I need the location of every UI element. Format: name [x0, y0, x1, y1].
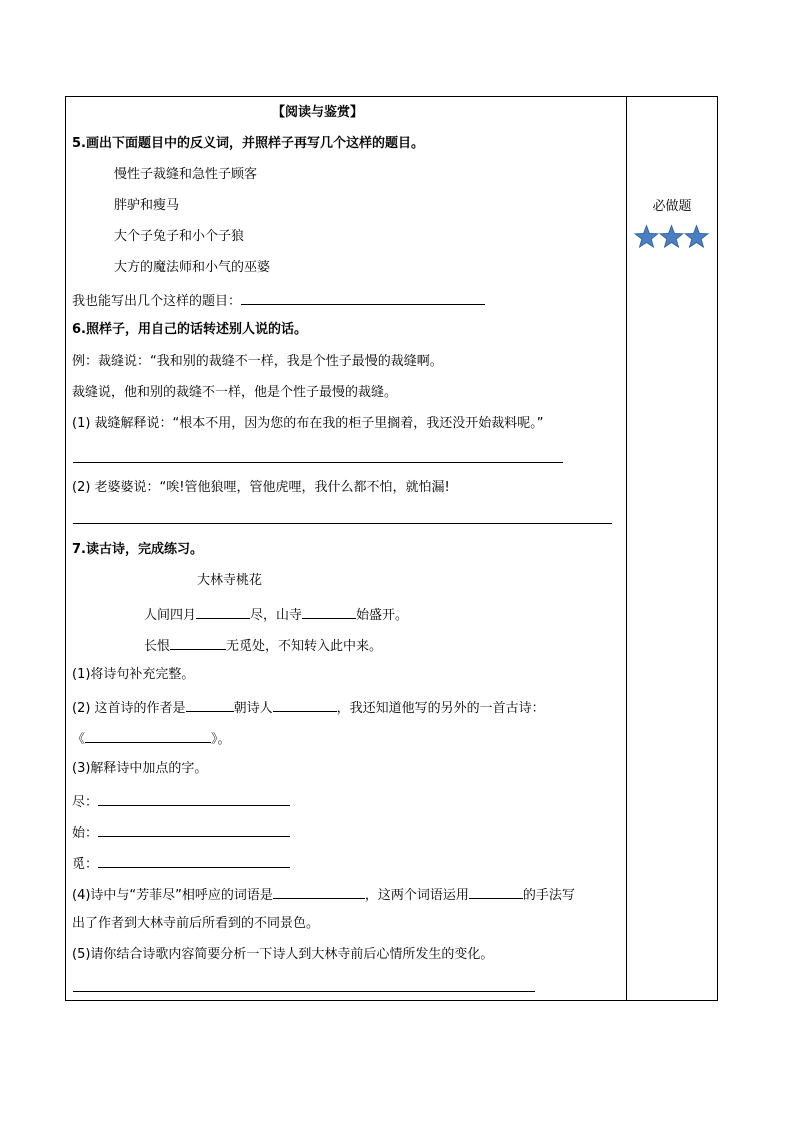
poet-blank[interactable]: [273, 698, 337, 712]
q7-sub2-text: 》。: [211, 732, 231, 747]
question-5-title: 5.画出下面题目中的反义词，并照样子再写几个这样的题目。: [72, 136, 424, 151]
section-title: 【阅读与鉴赏】: [272, 105, 364, 120]
other-poem-blank[interactable]: [85, 729, 211, 743]
column-divider: [626, 96, 627, 1001]
word-label: 尽：: [72, 795, 99, 810]
q7-sub2-line2: [72, 729, 231, 748]
q6-example: 例：裁缝说：“我和别的裁缝不一样，我是个性子最慢的裁缝啊。: [72, 354, 443, 369]
question-6-title: 6.照样子，用自己的话转述别人说的话。: [72, 322, 307, 337]
poem-line-1: [144, 605, 408, 624]
q7-sub4: [72, 885, 575, 904]
word-entry: [72, 823, 290, 842]
phrase-blank[interactable]: [273, 885, 365, 899]
q7-sub4-text: ，这两个词语运用: [364, 888, 469, 903]
required-label: 必做题: [652, 199, 692, 214]
q7-sub1: (1)将诗句补充完整。: [72, 667, 195, 682]
word-answer-blank[interactable]: [98, 792, 290, 806]
difficulty-stars: [634, 224, 709, 250]
word-entry: [72, 854, 290, 873]
q5-item: 大个子兔子和小个子狼: [114, 229, 245, 244]
q7-sub2-text: 《: [72, 732, 86, 747]
poem-blank[interactable]: [302, 605, 356, 619]
q5-item: 慢性子裁缝和急性子顾客: [114, 167, 258, 182]
q7-sub5-answer-line[interactable]: [73, 991, 535, 992]
word-answer-blank[interactable]: [98, 854, 290, 868]
q7-sub2-text: 朝诗人: [233, 701, 273, 716]
word-entry: [72, 792, 290, 811]
q6-sub1: (1) 裁缝解释说：“根本不用，因为您的布在我的柜子里搁着，我还没开始裁料呢。”: [72, 416, 544, 431]
q7-sub2-text: ，我还知道他写的另外的一首古诗：: [336, 701, 545, 716]
q7-sub3: (3)解释诗中加点的字。: [72, 761, 208, 776]
q5-item: 胖驴和瘦马: [114, 198, 180, 213]
q7-sub5: (5)请你结合诗歌内容简要分析一下诗人到大林寺前后心情所发生的变化。: [72, 947, 494, 962]
poem-text: 人间四月: [144, 608, 197, 623]
poem-blank[interactable]: [196, 605, 250, 619]
star-icon: [660, 226, 683, 248]
q5-prompt: [72, 291, 485, 310]
poem-text: 尽，山寺: [250, 608, 303, 623]
word-label: 觅：: [72, 857, 99, 872]
q6-sub1-answer-line[interactable]: [73, 462, 563, 463]
dynasty-blank[interactable]: [186, 698, 234, 712]
star-icon: [685, 226, 708, 248]
poem-text: 长恨: [144, 639, 171, 654]
poem-text: 始盛开。: [356, 608, 409, 623]
poem-text: 无觅处，不知转入此中来。: [226, 639, 383, 654]
poem-blank[interactable]: [170, 636, 226, 650]
star-icon: [635, 226, 658, 248]
question-7-title: 7.读古诗，完成练习。: [72, 542, 203, 557]
word-answer-blank[interactable]: [98, 823, 290, 837]
q7-sub4-text: 的手法写: [522, 888, 575, 903]
q7-sub4-line2: 出了作者到大林寺前后所看到的不同景色。: [72, 916, 320, 931]
q5-prompt-text: 我也能写出几个这样的题目：: [72, 294, 242, 309]
q7-sub4-text: (4)诗中与“芳菲尽”相呼应的词语是: [72, 888, 273, 903]
poem-line-2: [144, 636, 382, 655]
technique-blank[interactable]: [469, 885, 523, 899]
q6-sub2: (2) 老婆婆说：“唉!管他狼哩，管他虎哩，我什么都不怕，就怕漏!: [72, 480, 450, 495]
q6-sub2-answer-line[interactable]: [73, 523, 612, 524]
poem-title: 大林寺桃花: [197, 573, 263, 588]
q5-item: 大方的魔法师和小气的巫婆: [114, 260, 271, 275]
q5-answer-blank[interactable]: [241, 291, 485, 305]
q6-example-answer: 裁缝说，他和别的裁缝不一样，他是个性子最慢的裁缝。: [72, 385, 398, 400]
q7-sub2-text: (2) 这首诗的作者是: [72, 701, 186, 716]
word-label: 始：: [72, 826, 99, 841]
q7-sub2: [72, 698, 545, 717]
